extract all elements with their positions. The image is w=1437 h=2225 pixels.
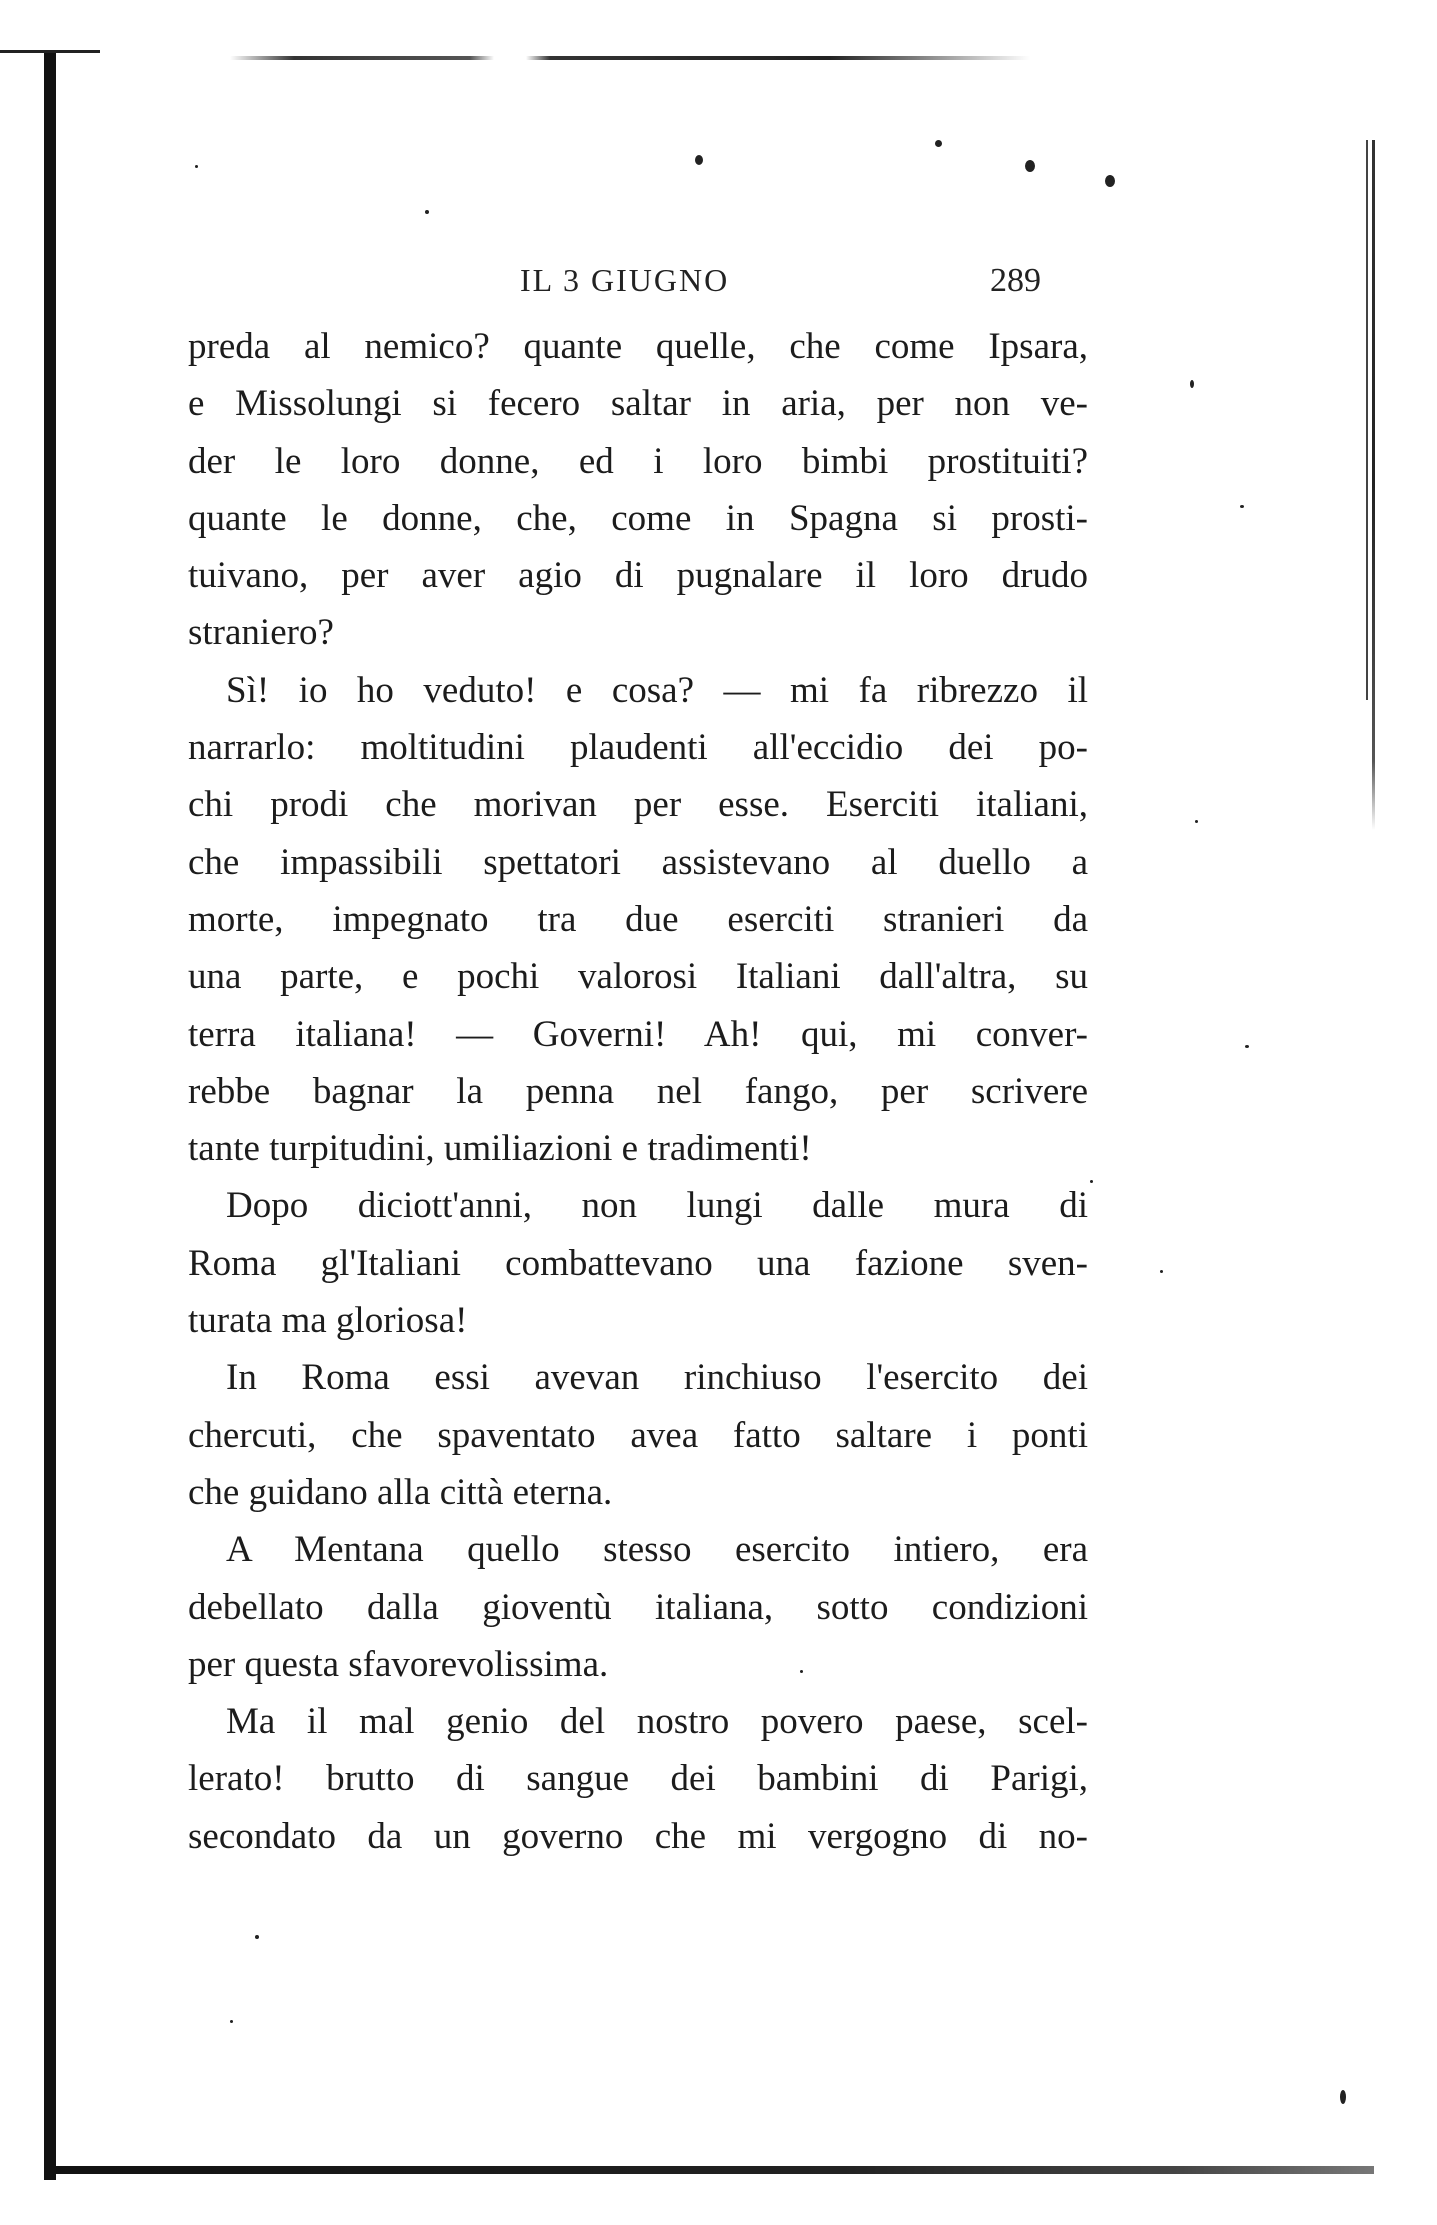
scan-speck [1340,2090,1346,2104]
text-line: narrarlo: moltitudini plaudenti all'eccidio dei po- [188,727,1088,769]
text-line: per questa sfavorevolissima. [188,1643,609,1685]
text-line: terra italiana! — Governi! Ah! qui, mi conver- [188,1013,1088,1055]
scan-speck [195,165,198,168]
text-line: der le loro donne, ed i loro bimbi prostituiti? [188,440,1088,482]
text-line: Dopo diciott'anni, non lungi dalle mura di [226,1185,1088,1227]
text-line: rebbe bagnar la penna nel fango, per scrivere [188,1070,1088,1112]
text-line: A Mentana quello stesso esercito intiero, era [226,1529,1088,1571]
text-line: chercuti, che spaventato avea fatto saltare i ponti [188,1414,1088,1456]
scan-border-right-inner [1366,140,1368,700]
scan-speck [1240,505,1244,508]
scan-border-top [0,50,100,53]
text-line: una parte, e pochi valorosi Italiani dall'altra, su [188,956,1088,998]
text-line: lerato! brutto di sangue dei bambini di Parigi, [188,1758,1088,1800]
text-line: tuivano, per aver agio di pugnalare il loro drudo [188,555,1088,597]
scan-speck [935,140,942,147]
text-line: Ma il mal genio del nostro povero paese, scel- [226,1701,1088,1743]
scan-speck [695,155,703,165]
scan-border-bottom [44,2166,1374,2174]
text-line: preda al nemico? quante quelle, che come Ipsara, [188,326,1088,367]
text-line: Sì! io ho veduto! e cosa? — mi fa ribrezzo il [226,669,1088,711]
running-header [0,262,1437,306]
scan-border-right [1372,140,1375,830]
text-line: chi prodi che morivan per esse. Eserciti italiani, [188,784,1088,826]
paragraph [188,1521,1088,1693]
running-head-title: IL 3 GIUGNO [520,262,730,298]
text-line: Roma gl'Italiani combattevano una fazione sven- [188,1242,1088,1284]
text-line: morte, impegnato tra due eserciti stranieri da [188,898,1088,940]
scan-speck [425,210,429,214]
scan-border-top-stroke [230,56,1030,60]
scan-speck [1195,820,1198,823]
page-number: 289 [990,262,1041,299]
text-line: turata ma gloriosa! [188,1300,468,1342]
scan-speck [230,2020,233,2023]
paragraph [188,1177,1088,1349]
scan-speck [1090,1180,1093,1183]
scan-speck [255,1935,259,1939]
text-line: che guidano alla città eterna. [188,1471,613,1513]
paragraph [188,318,1088,662]
paragraph [188,1693,1088,1865]
scan-speck [1105,175,1115,187]
text-line: e Missolungi si fecero saltar in aria, per non ve- [188,383,1088,425]
text-line: In Roma essi avevan rinchiuso l'esercito dei [226,1357,1088,1399]
scan-speck [1190,380,1194,388]
scan-speck [1245,1045,1249,1048]
scan-speck [1160,1270,1163,1273]
text-line: che impassibili spettatori assistevano al duello a [188,841,1088,883]
text-line: secondato da un governo che mi vergogno di no- [188,1815,1088,1857]
text-line: tante turpitudini, umiliazioni e tradimenti! [188,1128,812,1170]
paragraph [188,1349,1088,1521]
text-line: straniero? [188,612,334,654]
scan-speck [1025,160,1035,172]
scan-border-left [44,50,56,2180]
text-line: quante le donne, che, come in Spagna si prosti- [188,497,1088,539]
body-text [188,318,1088,1865]
text-line: debellato dalla gioventù italiana, sotto condizioni [188,1586,1088,1628]
paragraph [188,662,1088,1178]
